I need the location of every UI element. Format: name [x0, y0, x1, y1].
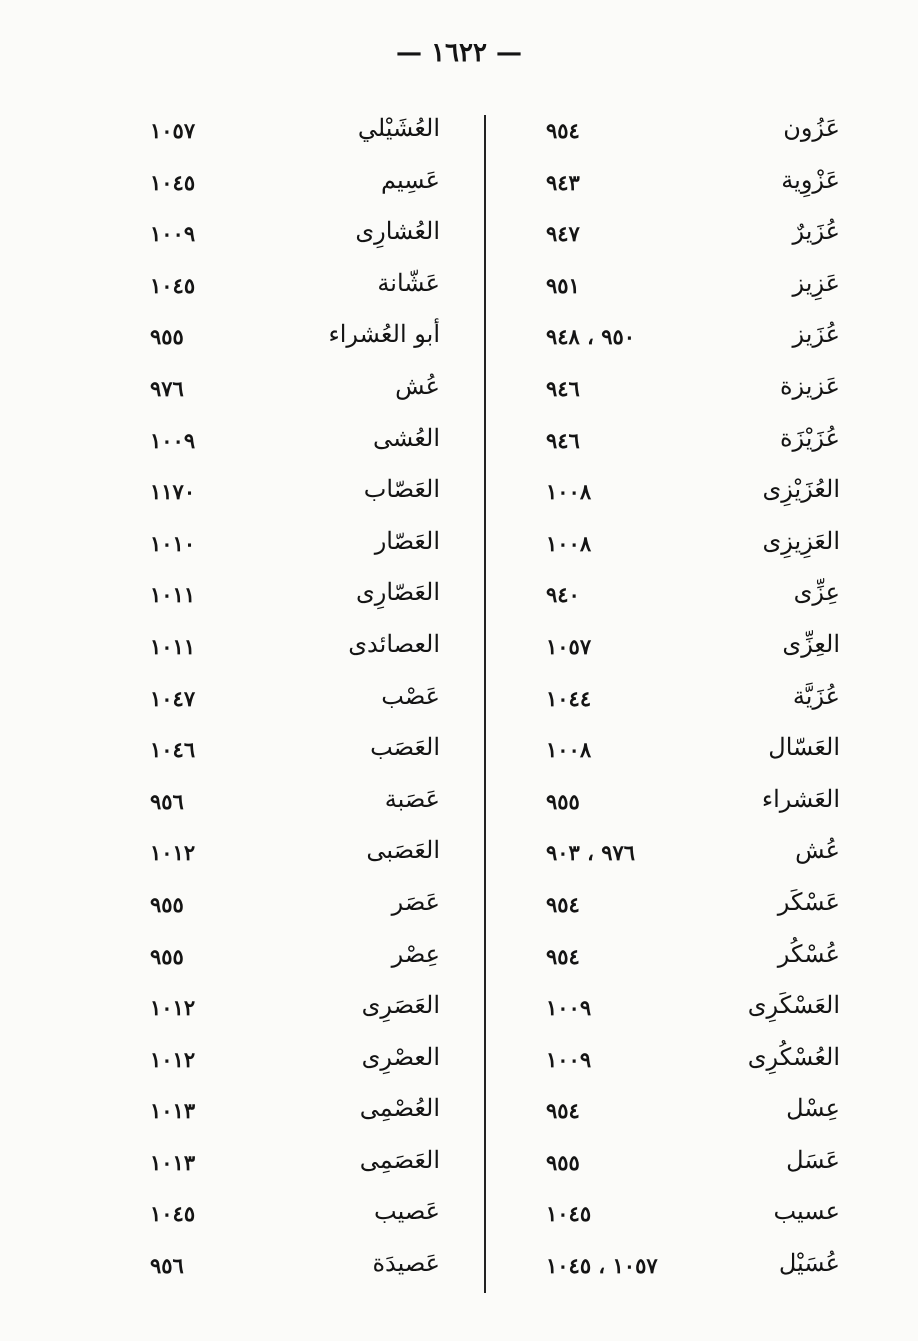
list-item: [130, 934, 440, 986]
list-item: [500, 1088, 840, 1140]
list-item: [130, 1140, 440, 1192]
entry-name: عَزِيز: [792, 268, 840, 297]
list-item: [500, 985, 840, 1037]
list-item: [500, 624, 840, 676]
list-item: [130, 572, 440, 624]
entry-name: العِزِّى: [782, 629, 840, 658]
list-item: [130, 1088, 440, 1140]
entry-ref: ١٠١٣: [150, 1149, 196, 1175]
entry-ref: ١٠٤٦: [150, 737, 196, 763]
list-item: [500, 160, 840, 212]
entry-ref: ٩٥١: [546, 272, 580, 298]
entry-name: عَزيزة: [779, 371, 840, 400]
list-item: [500, 1140, 840, 1192]
list-item: [130, 314, 440, 366]
list-item: [500, 779, 840, 831]
list-item: [500, 469, 840, 521]
entry-ref: ١٠١٢: [150, 995, 196, 1021]
entry-ref: ٩٥٦: [150, 788, 184, 814]
entry-name: عسيب: [773, 1197, 840, 1226]
entry-name: عُزَيرٌ: [792, 217, 840, 246]
list-item: [130, 1037, 440, 1089]
entry-ref: ٩٧٦: [150, 375, 184, 401]
entry-ref: ٩٥٤: [546, 943, 580, 969]
list-item: [500, 572, 840, 624]
entry-ref: ١٠٠٩: [546, 995, 592, 1021]
entry-name: عِصْر: [391, 939, 440, 968]
entry-ref: ١٠٤٥: [150, 1201, 196, 1227]
entry-ref: ١٠٠٩: [546, 1046, 592, 1072]
entry-ref: ٩٥٥: [150, 891, 184, 917]
entry-ref: ١٠٠٩: [150, 221, 196, 247]
entry-ref: ١٠٥٧: [150, 118, 196, 143]
list-item: [500, 882, 840, 934]
list-item: [500, 108, 840, 160]
entry-ref: ١٠٠٨: [546, 530, 592, 556]
list-item: [500, 418, 840, 470]
entry-name: العصائدى: [348, 629, 440, 658]
entry-name: عَسْكَر: [777, 887, 840, 916]
entry-ref: ٩٥٥: [150, 324, 184, 350]
list-item: [130, 830, 440, 882]
entry-name: عَصيب: [374, 1197, 440, 1226]
entry-name: عَصَر: [391, 887, 440, 916]
entry-ref: ٩٥٤: [546, 891, 580, 917]
entry-name: العُشارِى: [355, 217, 440, 246]
list-item: [500, 211, 840, 263]
entry-name: العُصْمِى: [359, 1094, 440, 1123]
list-item: [130, 211, 440, 263]
entry-ref: ١٠٥٧ ، ١٠٤٥: [546, 1253, 658, 1279]
entry-name: عَصيدَة: [372, 1249, 440, 1278]
list-item: [130, 624, 440, 676]
entry-name: العَصَب: [370, 733, 440, 762]
entry-name: العَصّار: [374, 526, 440, 555]
entry-ref: ٩٥٥: [546, 788, 580, 814]
entry-ref: ١٠١١: [150, 633, 196, 659]
right-column: [500, 108, 840, 1295]
entry-ref: ١١٧٠: [150, 479, 196, 505]
entry-ref: ١٠٠٩: [150, 427, 196, 453]
entry-ref: ٩٤٣: [546, 169, 580, 195]
list-item: [500, 1191, 840, 1243]
entry-name: العُشى: [373, 423, 440, 452]
entry-ref: ٩٥٦: [150, 1253, 184, 1279]
list-item: [500, 934, 840, 986]
entry-name: العُسْكُرِى: [747, 1042, 840, 1071]
entry-ref: ٩٤٦: [546, 375, 580, 401]
list-item: [130, 263, 440, 315]
list-item: [500, 676, 840, 728]
entry-ref: ٩٥٥: [150, 943, 184, 969]
entry-ref: ١٠٠٨: [546, 479, 592, 505]
entry-name: عِزِّى: [793, 578, 840, 607]
entry-ref: ١٠٤٧: [150, 685, 196, 711]
entry-name: عَسَل: [786, 1145, 840, 1174]
entry-ref: ٩٧٦ ، ٩٠٣: [546, 840, 636, 866]
entry-name: العصْرِى: [361, 1042, 440, 1071]
entry-name: عِسْل: [786, 1094, 840, 1123]
entry-ref: ٩٥٥: [546, 1149, 580, 1175]
page-number: — ١٦٢٢ —: [396, 38, 522, 68]
entry-name: العَسّال: [768, 733, 840, 762]
entry-name: العُزَيْزِى: [762, 475, 840, 504]
entry-ref: ١٠١٣: [150, 1098, 196, 1124]
column-divider: [484, 115, 486, 1293]
entry-name: عَصْب: [381, 681, 440, 710]
entry-name: عَزُون: [783, 114, 840, 142]
entry-ref: ١٠٥٧: [546, 633, 592, 659]
entry-name: العَصَرِى: [361, 991, 440, 1020]
entry-name: عَسِيم: [381, 165, 440, 194]
list-item: [130, 676, 440, 728]
entry-name: عُزَيْزَة: [779, 423, 840, 452]
entry-name: العَشراء: [761, 784, 840, 813]
list-item: [130, 1243, 440, 1295]
entry-ref: ١٠١٢: [150, 840, 196, 866]
entry-name: أبو العُشراء: [328, 320, 440, 349]
entry-ref: ١٠٤٥: [150, 169, 196, 195]
entry-name: العُشَيْلي: [357, 114, 440, 142]
list-item: [500, 830, 840, 882]
left-column: [130, 108, 440, 1295]
entry-name: العَصّاب: [363, 475, 440, 504]
entry-name: العَسْكَرِى: [747, 991, 840, 1020]
entry-ref: ١٠١٢: [150, 1046, 196, 1072]
entry-ref: ٩٤٠: [546, 582, 580, 608]
list-item: [500, 263, 840, 315]
entry-ref: ٩٥٤: [546, 118, 580, 143]
list-item: [130, 1191, 440, 1243]
list-item: [130, 521, 440, 573]
entry-name: عُسْكُر: [777, 939, 840, 968]
entry-ref: ٩٤٦: [546, 427, 580, 453]
list-item: [130, 985, 440, 1037]
entry-name: عُش: [395, 371, 440, 400]
entry-name: عُزَيَّة: [792, 681, 840, 710]
entry-name: عَشّانة: [377, 268, 440, 297]
entry-name: عُسَيْل: [778, 1249, 840, 1278]
entry-ref: ١٠١١: [150, 582, 196, 608]
entry-ref: ١٠٤٥: [150, 272, 196, 298]
list-item: [500, 1037, 840, 1089]
entry-name: العَصّارِى: [355, 578, 440, 607]
entry-ref: ١٠٤٥: [546, 1201, 592, 1227]
entry-ref: ٩٥٠ ، ٩٤٨: [546, 324, 636, 350]
list-item: [500, 521, 840, 573]
entry-name: العَصَمِى: [359, 1145, 440, 1174]
entry-name: عَصَبة: [384, 784, 440, 813]
list-item: [500, 1243, 840, 1295]
entry-ref: ٩٥٤: [546, 1098, 580, 1124]
entry-ref: ١٠٠٨: [546, 737, 592, 763]
list-item: [500, 314, 840, 366]
list-item: [130, 160, 440, 212]
list-item: [500, 727, 840, 779]
list-item: [130, 418, 440, 470]
list-item: [130, 366, 440, 418]
entry-name: عُزَيز: [792, 320, 840, 349]
list-item: [130, 108, 440, 160]
list-item: [500, 366, 840, 418]
entry-name: عَزْوِية: [781, 165, 840, 194]
entry-name: العَصَبى: [366, 836, 440, 865]
entry-ref: ١٠١٠: [150, 530, 196, 556]
list-item: [130, 469, 440, 521]
list-item: [130, 727, 440, 779]
list-item: [130, 882, 440, 934]
entry-ref: ٩٤٧: [546, 221, 580, 247]
entry-ref: ١٠٤٤: [546, 685, 592, 711]
entry-name: عُش: [795, 836, 840, 865]
entry-name: العَزِيزِى: [762, 526, 840, 555]
list-item: [130, 779, 440, 831]
